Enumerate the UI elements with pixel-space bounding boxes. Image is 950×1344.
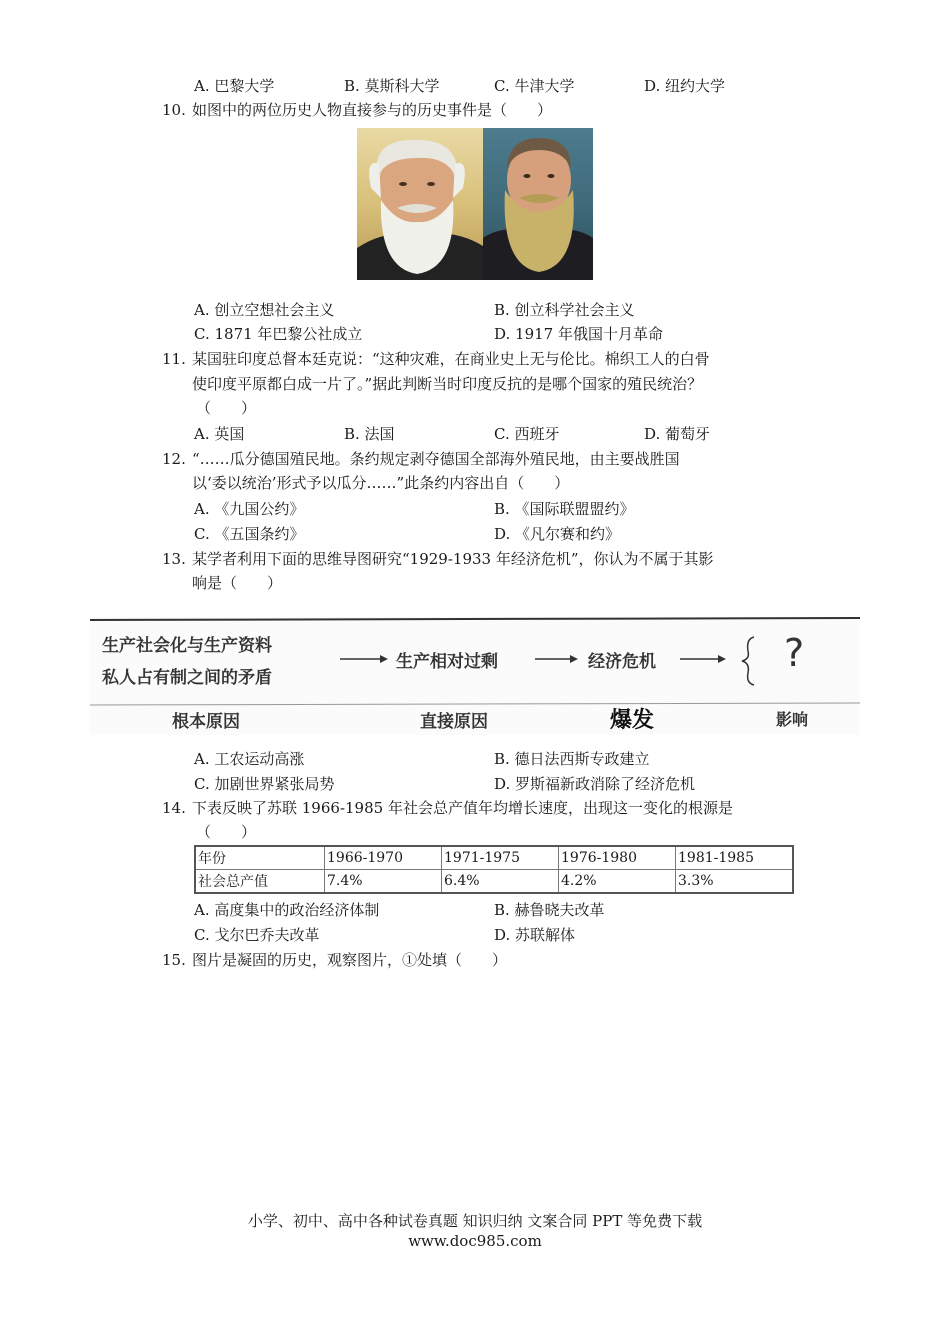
growth-table (194, 845, 794, 894)
question-text-line2: 响是（ ） (192, 574, 283, 592)
table-cell: 6.4% (442, 870, 559, 894)
engels-portrait (483, 128, 593, 280)
footer-line1: 小学、初中、高中各种试卷真题 知识归纳 文案合同 PPT 等免费下载 (247, 1212, 703, 1230)
q11-option-d: D. 葡萄牙 (644, 425, 711, 443)
question-text: 图片是凝固的历史，观察图片，①处填（ ） (192, 951, 508, 969)
q13-option-d: D. 罗斯福新政消除了经济危机 (494, 775, 696, 793)
q12-option-c: C. 《五国条约》 (194, 525, 305, 543)
question-text-line1: 某国驻印度总督本廷克说：“这种灾难，在商业史上无与伦比。棉织工人的白骨 (192, 350, 710, 368)
answer-blank: （ ） (196, 823, 257, 841)
table-row (195, 870, 793, 894)
question-text-line1: 下表反映了苏联 1966-1985 年社会总产值年均增长速度，出现这一变化的根源是 (192, 799, 733, 817)
label-direct-cause: 直接原因 (420, 712, 488, 732)
q9-option-d: D. 纽约大学 (644, 77, 726, 95)
q11-option-b: B. 法国 (344, 425, 395, 443)
question-number: 14. (162, 799, 186, 817)
question-text: 如图中的两位历史人物直接参与的历史事件是（ ） (192, 101, 553, 119)
table-cell: 4.2% (559, 870, 676, 894)
label-root-cause: 根本原因 (172, 712, 240, 732)
question-text-line1: “……瓜分德国殖民地。条约规定剥夺德国全部海外殖民地，由主要战胜国 (192, 450, 680, 468)
marx-portrait (357, 128, 483, 280)
q12-option-d: D. 《凡尔赛和约》 (494, 525, 621, 543)
q10-option-a: A. 创立空想社会主义 (194, 301, 335, 319)
root-cause-box-line1: 生产社会化与生产资料 (102, 636, 272, 656)
question-10 (162, 100, 552, 120)
mind-map-image (90, 617, 860, 735)
q13-option-c: C. 加剧世界紧张局势 (194, 775, 335, 793)
q14-option-b: B. 赫鲁晓夫改革 (494, 901, 605, 919)
root-cause-box-line2: 私人占有制之间的矛盾 (102, 668, 272, 688)
crisis-text: 经济危机 (588, 652, 656, 672)
table-cell: 3.3% (676, 870, 794, 894)
q12-option-b: B. 《国际联盟盟约》 (494, 500, 635, 518)
table-cell: 年份 (195, 846, 325, 870)
question-14 (162, 798, 733, 818)
question-15 (162, 950, 507, 970)
q14-option-c: C. 戈尔巴乔夫改革 (194, 926, 320, 944)
question-number: 10. (162, 101, 186, 119)
table-header-row (195, 846, 793, 870)
q9-option-c: C. 牛津大学 (494, 77, 575, 95)
question-text-line2: 以‘委以统治’形式予以瓜分……”此条约内容出自（ ） (192, 474, 570, 492)
q14-option-d: D. 苏联解体 (494, 926, 576, 944)
table-cell: 7.4% (325, 870, 442, 894)
q9-option-a: A. 巴黎大学 (194, 77, 275, 95)
footer-url[interactable]: www.doc985.com (408, 1232, 542, 1250)
q9-option-b: B. 莫斯科大学 (344, 77, 440, 95)
q11-option-a: A. 英国 (194, 425, 245, 443)
label-impact: 影响 (776, 710, 809, 729)
table-cell: 1971-1975 (442, 846, 559, 870)
table-cell: 1981-1985 (676, 846, 794, 870)
q10-option-d: D. 1917 年俄国十月革命 (494, 325, 663, 343)
label-outbreak: 爆发 (610, 708, 655, 733)
table-cell: 社会总产值 (195, 870, 325, 894)
question-mark: ? (784, 631, 805, 675)
question-number: 13. (162, 550, 186, 568)
table-cell: 1966-1970 (325, 846, 442, 870)
q14-option-a: A. 高度集中的政治经济体制 (194, 901, 380, 919)
q13-option-b: B. 德日法西斯专政建立 (494, 750, 650, 768)
question-number: 11. (162, 350, 186, 368)
question-13 (162, 549, 714, 569)
direct-cause-text: 生产相对过剩 (396, 652, 498, 672)
q11-option-c: C. 西班牙 (494, 425, 560, 443)
question-number: 15. (162, 951, 186, 969)
answer-blank: （ ） (196, 399, 257, 417)
question-12 (162, 449, 680, 469)
question-11 (162, 349, 710, 369)
q13-option-a: A. 工农运动高涨 (194, 750, 305, 768)
q10-option-b: B. 创立科学社会主义 (494, 301, 635, 319)
table-cell: 1976-1980 (559, 846, 676, 870)
question-text-line1: 某学者利用下面的思维导图研究“1929-1933 年经济危机”，你认为不属于其影 (192, 550, 714, 568)
question-text-line2: 使印度平原都白成一片了。”据此判断当时印度反抗的是哪个国家的殖民统治？ (192, 375, 703, 393)
question-number: 12. (162, 450, 186, 468)
q10-option-c: C. 1871 年巴黎公社成立 (194, 325, 363, 343)
q12-option-a: A. 《九国公约》 (194, 500, 305, 518)
